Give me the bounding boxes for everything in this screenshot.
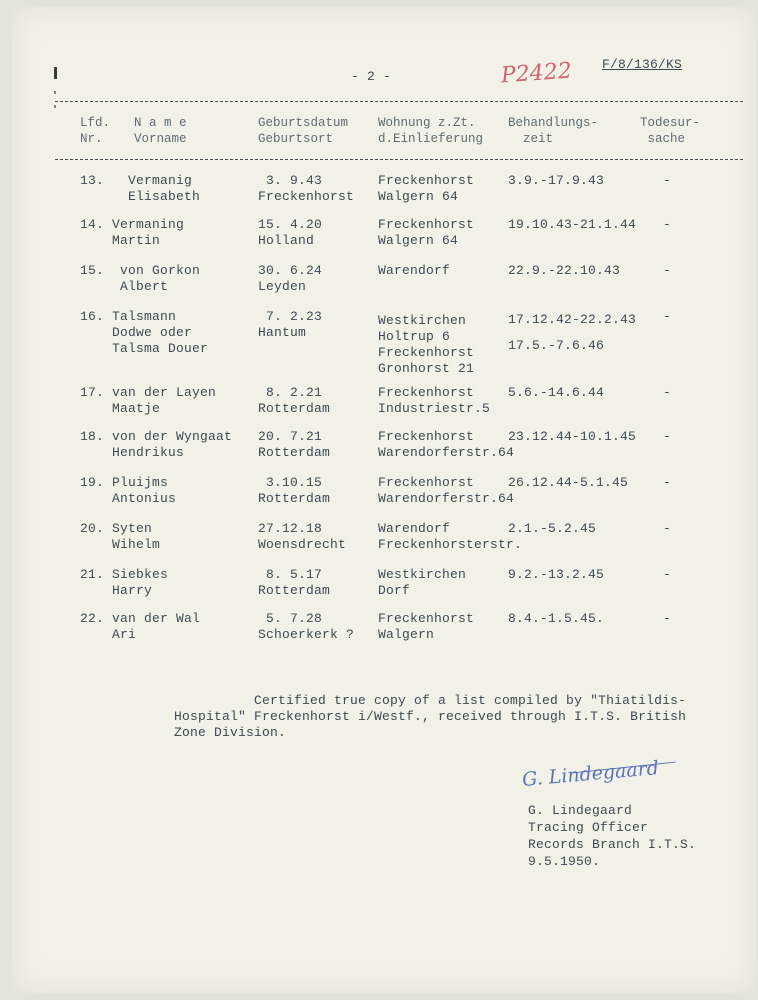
row-name: van der Wal Ari (112, 611, 201, 642)
signatory-department: Records Branch I.T.S. (528, 837, 697, 852)
row-birth: 5. 7.28 Schoerkerk ? (258, 611, 355, 642)
row-death: - (663, 309, 672, 324)
row-name: von Gorkon Albert (120, 263, 201, 294)
punch-mark (54, 91, 56, 94)
row-treatment: 5.6.-14.6.44 (508, 385, 605, 400)
row-birth: 7. 2.23 Hantum (258, 309, 323, 340)
row-number: 15. (80, 263, 105, 278)
row-address: Freckenhorst Warendorferstr.64 (378, 475, 515, 506)
row-name: Syten Wihelm (112, 521, 161, 552)
row-birth: 8. 5.17 Rotterdam (258, 567, 331, 598)
reference-number: F/8/136/KS (602, 57, 683, 72)
row-birth: 30. 6.24 Leyden (258, 263, 323, 294)
certification-text: Certified true copy of a list compiled by "Thiatildis- Hospital" Freckenhorst i/Westf., received through I.T.S. British Zone Division. (174, 693, 687, 740)
row-treatment: 22.9.-22.10.43 (508, 263, 621, 278)
header-rule-top (55, 101, 743, 102)
row-death: - (663, 567, 672, 582)
row-treatment: 19.10.43-21.1.44 (508, 217, 637, 232)
row-number: 18. (80, 429, 105, 444)
document-page (12, 7, 756, 993)
row-death: - (663, 475, 672, 490)
row-birth: 27.12.18 Woensdrecht (258, 521, 347, 552)
signatory-date: 9.5.1950. (528, 854, 601, 869)
row-number: 16. (80, 309, 105, 324)
row-treatment: 3.9.-17.9.43 (508, 173, 605, 188)
row-number: 20. (80, 521, 105, 536)
row-address: Westkirchen Holtrup 6 Freckenhorst Gronhorst 21 (378, 313, 475, 376)
row-birth: 15. 4.20 Holland (258, 217, 323, 248)
row-death: - (663, 521, 672, 536)
row-address: Freckenhorst Walgern 64 (378, 173, 475, 204)
row-number: 14. (80, 217, 105, 232)
row-birth: 3.10.15 Rotterdam (258, 475, 331, 506)
row-address: Freckenhorst Walgern 64 (378, 217, 475, 248)
row-name: Vermanig Elisabeth (128, 173, 201, 204)
column-header-address: Wohnung z.Zt. d.Einlieferung (378, 116, 484, 146)
row-death: - (663, 263, 672, 278)
column-header-name: N a m e Vorname (134, 116, 187, 146)
row-number: 17. (80, 385, 105, 400)
column-header-death: Todesur- sache (640, 116, 701, 146)
punch-mark (54, 67, 57, 79)
row-name: Siebkes Harry (112, 567, 169, 598)
row-number: 22. (80, 611, 105, 626)
handwritten-signature: G. Lindegaard (521, 757, 660, 791)
row-birth: 20. 7.21 Rotterdam (258, 429, 331, 460)
row-death: - (663, 217, 672, 232)
row-name: Pluijms Antonius (112, 475, 177, 506)
row-address: Westkirchen Dorf (378, 567, 467, 598)
row-address: Freckenhorst Warendorferstr.64 (378, 429, 515, 460)
row-address: Warendorf (378, 263, 451, 278)
punch-mark (54, 105, 56, 108)
signatory-name: G. Lindegaard (528, 803, 633, 818)
handwritten-stamp-number: Р2422 (500, 58, 573, 89)
signatory-title: Tracing Officer (528, 820, 649, 835)
row-death: - (663, 385, 672, 400)
row-treatment: 26.12.44-5.1.45 (508, 475, 629, 490)
column-header-treatment: Behandlungs- zeit (508, 116, 599, 146)
row-name: Talsmann Dodwe oder Talsma Douer (112, 309, 209, 356)
row-number: 19. (80, 475, 105, 490)
table-row (12, 309, 756, 381)
row-number: 13. (80, 173, 105, 188)
row-treatment: 17.12.42-22.2.43 17.5.-7.6.46 (508, 312, 637, 353)
column-header-lfd: Lfd. Nr. (80, 116, 111, 146)
row-address: Freckenhorst Walgern (378, 611, 475, 642)
row-death: - (663, 611, 672, 626)
row-name: von der Wyngaat Hendrikus (112, 429, 233, 460)
row-name: van der Layen Maatje (112, 385, 217, 416)
row-death: - (663, 173, 672, 188)
row-birth: 8. 2.21 Rotterdam (258, 385, 331, 416)
row-address: Warendorf Freckenhorsterstr. (378, 521, 523, 552)
page-number: - 2 - (351, 69, 392, 84)
column-header-birth: Geburtsdatum Geburtsort (258, 116, 349, 146)
row-treatment: 9.2.-13.2.45 (508, 567, 605, 582)
row-treatment: 2.1.-5.2.45 (508, 521, 597, 536)
table-row (12, 611, 756, 671)
row-birth: 3. 9.43 Freckenhorst (258, 173, 355, 204)
row-death: - (663, 429, 672, 444)
row-number: 21. (80, 567, 105, 582)
row-treatment: 23.12.44-10.1.45 (508, 429, 637, 444)
header-rule-bottom (55, 159, 743, 160)
row-treatment: 8.4.-1.5.45. (508, 611, 605, 626)
row-name: Vermaning Martin (112, 217, 185, 248)
row-address: Freckenhorst Industriestr.5 (378, 385, 491, 416)
